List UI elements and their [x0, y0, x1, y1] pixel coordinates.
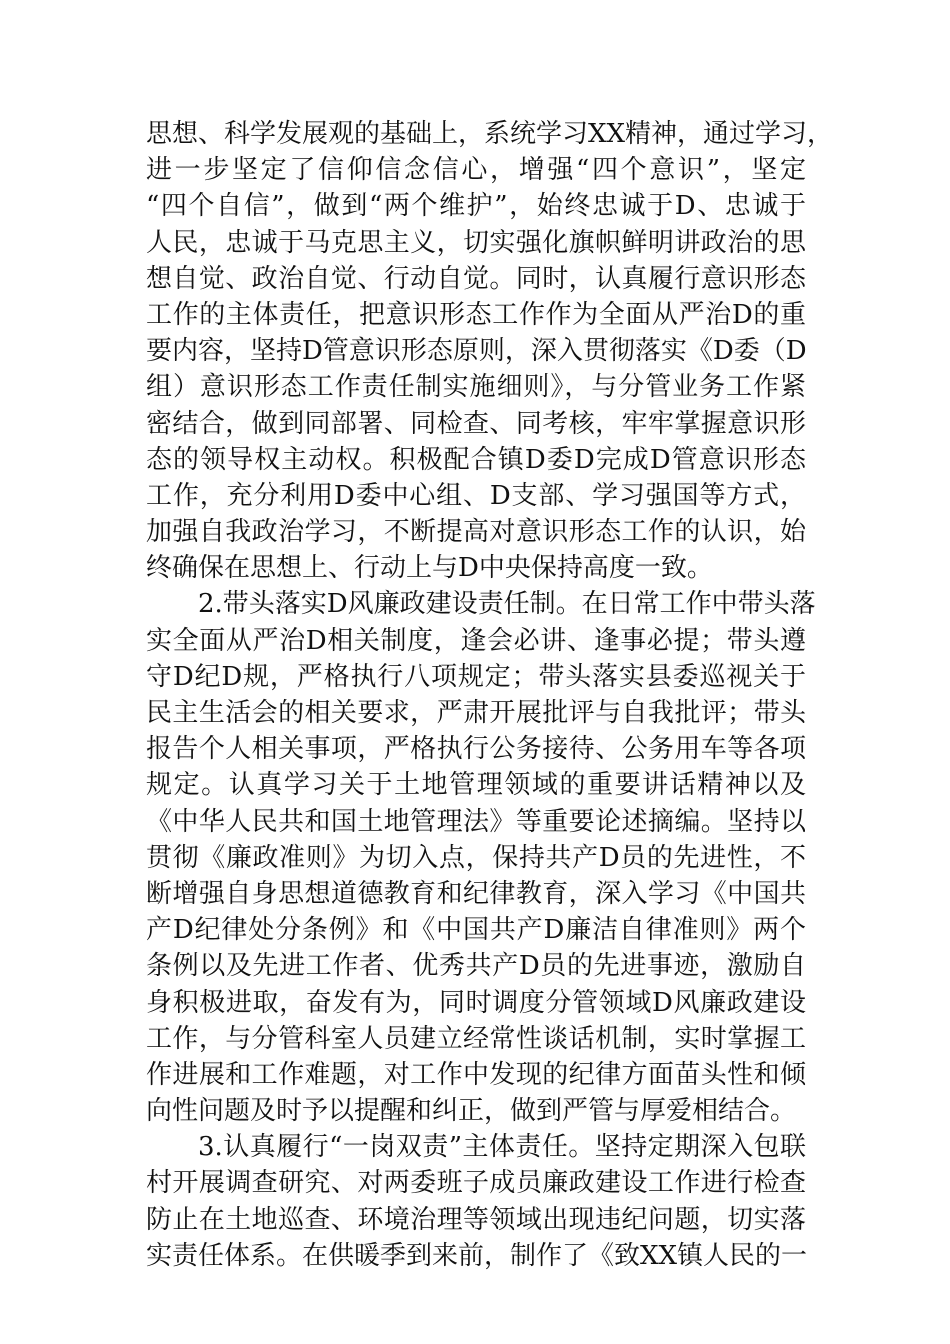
text-line: 态的领导权主动权。积极配合镇D委D完成D管意识形态 — [146, 444, 806, 475]
text-line: 《中华人民共和国土地管理法》等重要论述摘编。坚持以 — [146, 806, 806, 837]
text-line: 产D纪律处分条例》和《中国共产D廉洁自律准则》两个 — [146, 915, 806, 946]
text-line: 加强自我政治学习，不断提高对意识形态工作的认识，始 — [146, 517, 806, 548]
text-line: 工作，充分利用D委中心组、D支部、学习强国等方式， — [146, 480, 806, 511]
text-line: 思想、科学发展观的基础上，系统学习XX精神，通过学习， — [146, 119, 834, 149]
text-line: “四个自信”，做到“两个维护”，始终忠诚于D、忠诚于 — [146, 191, 806, 222]
text-line: 要内容，坚持D管意识形态原则，深入贯彻落实《D委（D — [146, 336, 807, 367]
text-line: 向性问题及时予以提醒和纠正，做到严管与厚爱相结合。 — [146, 1096, 797, 1127]
text-line: 想自觉、政治自觉、行动自觉。同时，认真履行意识形态 — [146, 263, 806, 294]
section-heading-line: 2.带头落实D风廉政建设责任制。在日常工作中带头落 — [198, 589, 816, 620]
text-line: 规定。认真学习关于土地管理领域的重要讲话精神以及 — [146, 770, 806, 801]
text-line: 报告个人相关事项，严格执行公务接待、公务用车等各项 — [146, 734, 806, 765]
text-line: 贯彻《廉政准则》为切入点，保持共产D员的先进性，不 — [146, 842, 806, 873]
text-line: 进一步坚定了信仰信念信心，增强“四个意识”，坚定 — [146, 155, 806, 186]
text-line: 工作的主体责任，把意识形态工作作为全面从严治D的重 — [146, 299, 806, 330]
text-line: 防止在土地巡查、环境治理等领域出现违纪问题，切实落 — [146, 1204, 806, 1235]
text-line: 条例以及先进工作者、优秀共产D员的先进事迹，激励自 — [146, 951, 806, 982]
text-line: 工作，与分管科室人员建立经常性谈话机制，实时掌握工 — [146, 1023, 806, 1054]
text-line: 终确保在思想上、行动上与D中央保持高度一致。 — [146, 553, 713, 584]
text-line: 实全面从严治D相关制度，逢会必讲、逢事必提；带头遵 — [146, 625, 806, 656]
document-body — [146, 116, 834, 1274]
text-line: 断增强自身思想道德教育和纪律教育，深入学习《中国共 — [146, 878, 806, 909]
text-line: 守D纪D规，严格执行八项规定；带头落实县委巡视关于 — [146, 661, 806, 692]
section-heading-line: 3.认真履行“一岗双责”主体责任。坚持定期深入包联 — [198, 1132, 806, 1163]
text-line: 实责任体系。在供暖季到来前，制作了《致XX镇人民的一 — [146, 1240, 808, 1271]
text-line: 人民，忠诚于马克思主义，切实强化旗帜鲜明讲政治的思 — [146, 227, 806, 258]
text-line: 密结合，做到同部署、同检查、同考核，牢牢掌握意识形 — [146, 408, 806, 439]
text-line: 组）意识形态工作责任制实施细则》，与分管业务工作紧 — [146, 372, 806, 403]
text-line: 民主生活会的相关要求，严肃开展批评与自我批评；带头 — [146, 698, 806, 728]
text-line: 作进展和工作难题，对工作中发现的纪律方面苗头性和倾 — [146, 1059, 806, 1090]
text-line: 村开展调查研究、对两委班子成员廉政建设工作进行检查 — [146, 1168, 806, 1199]
text-line: 身积极进取，奋发有为，同时调度分管领域D风廉政建设 — [146, 987, 806, 1018]
